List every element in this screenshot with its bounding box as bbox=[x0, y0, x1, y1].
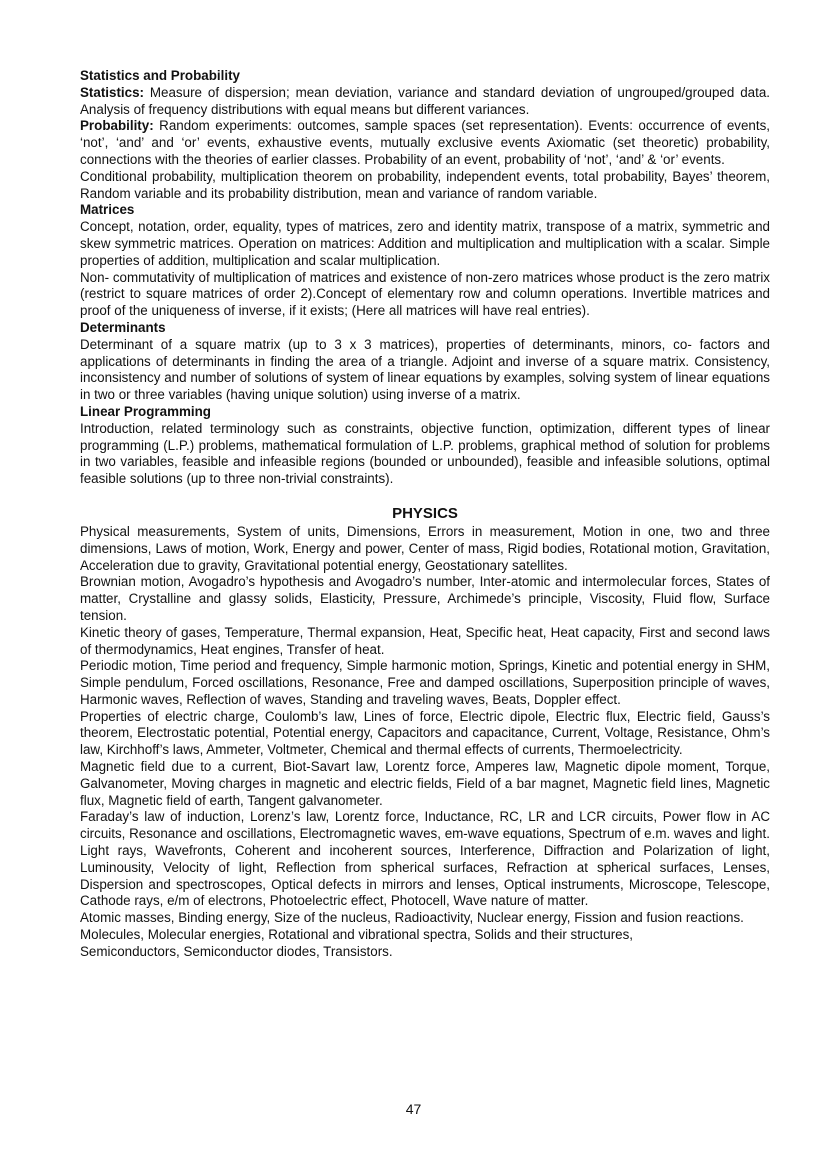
physics-paragraph: Properties of electric charge, Coulomb’s law, Lines of force, Electric dipole, Electric flux, Electric field, Gauss’s theorem, Electrostatic potential, Potential energy, Capacitors and capacitance, Current, Voltage, Resistance, Ohm’s law, Kirchhoff’s laws, Ammeter, Voltmeter, Chemical and thermal effects of currents, Thermoelectricity. bbox=[80, 708, 770, 758]
physics-paragraph: Magnetic field due to a current, Biot-Savart law, Lorentz force, Amperes law, Magnetic dipole moment, Torque, Galvanometer, Moving charges in magnetic and electric fields, Field of a bar magnet, Magnetic field lines, Magnetic flux, Magnetic field of earth, Tangent galvanometer. bbox=[80, 759, 770, 808]
linear-programming-heading: Linear Programming bbox=[80, 403, 211, 419]
matrices-paragraph-1: Concept, notation, order, equality, types of matrices, zero and identity matrix, transpose of a matrix, symmetric and skew symmetric matrices. Operation on matrices: Addition and multiplication and multiplication with a scalar. Simple properties of addition, multiplication and scalar multiplication. bbox=[80, 219, 770, 268]
statistics-label: Statistics: bbox=[80, 84, 144, 100]
document-page bbox=[80, 68, 770, 961]
physics-title: PHYSICS bbox=[392, 504, 458, 522]
matrices-paragraph-2: Non- commutativity of multiplication of matrices and existence of non-zero matrices whose product is the zero matrix (restrict to square matrices of order 2).Concept of elementary row and column operations. Invertible matrices and proof of the uniqueness of inverse, if it exists; (Here all matrices will have real entries). bbox=[80, 269, 770, 319]
statistics-text: Measure of dispersion; mean deviation, variance and standard deviation of ungrouped/grouped data. Analysis of frequency distributions with equal means but different variances. bbox=[80, 84, 770, 117]
determinants-paragraph: Determinant of a square matrix (up to 3 x 3 matrices), properties of determinants, minors, co- factors and applications of determinants in finding the area of a triangle. Adjoint and inverse of a square matrix. Consistency, inconsistency and number of solutions of system of linear equations by examples, solving system of linear equations in two or three variables (having unique solution) using inverse of a matrix. bbox=[80, 336, 770, 403]
physics-paragraph: Light rays, Wavefronts, Coherent and incoherent sources, Interference, Diffraction and Polarization of light, Luminousity, Velocity of light, Reflection from spherical surfaces, Refraction at spherical surfaces, Lenses, Dispersion and spectroscopes, Optical defects in mirrors and lenses, Optical instruments, Microscope, Telescope, Cathode rays, e/m of electrons, Photoelectric effect, Photocell, Wave nature of matter. bbox=[80, 843, 770, 909]
probability-text: Random experiments: outcomes, sample spaces (set representation). Events: occurrence of events, ‘not’, ‘and’ and ‘or’ events, exhaustive events, mutually exclusive events Axiomatic (set theoretic) probability, connections with the theories of earlier classes. Probability of an event, probability of ‘not’, ‘and’ & ‘or’ events. bbox=[80, 118, 770, 167]
physics-paragraph: Atomic masses, Binding energy, Size of the nucleus, Radioactivity, Nuclear energy, Fission and fusion reactions. bbox=[80, 910, 744, 926]
conditional-probability-paragraph: Conditional probability, multiplication theorem on probability, independent events, total probability, Bayes’ theorem, Random variable and its probability distribution, mean and variance of random variable. bbox=[80, 168, 770, 201]
physics-last-line-1: Molecules, Molecular energies, Rotational and vibrational spectra, Solids and their structures, bbox=[80, 927, 634, 943]
statistics-paragraph bbox=[80, 85, 770, 119]
physics-last-line-2: Semiconductors, Semiconductor diodes, Transistors. bbox=[80, 943, 393, 959]
determinants-heading: Determinants bbox=[80, 319, 166, 335]
matrices-heading: Matrices bbox=[80, 202, 135, 218]
probability-paragraph bbox=[80, 118, 770, 168]
physics-paragraph: Physical measurements, System of units, Dimensions, Errors in measurement, Motion in one, two and three dimensions, Laws of motion, Work, Energy and power, Center of mass, Rigid bodies, Rotational motion, Gravitation, Acceleration due to gravity, Gravitational potential energy, Geostationary satellites. bbox=[80, 523, 770, 573]
physics-paragraph: Periodic motion, Time period and frequency, Simple harmonic motion, Springs, Kinetic and potential energy in SHM, Simple pendulum, Forced oscillations, Resonance, Free and damped oscillations, Superposition principle of waves, Harmonic waves, Reflection of waves, Standing and traveling waves, Beats, Doppler effect. bbox=[80, 658, 770, 707]
stats-prob-heading: Statistics and Probability bbox=[80, 68, 240, 83]
physics-paragraph: Brownian motion, Avogadro’s hypothesis and Avogadro’s number, Inter-atomic and intermolecular forces, States of matter, Crystalline and glassy solids, Elasticity, Pressure, Archimede’s principle, Viscosity, Fluid flow, Surface tension. bbox=[80, 574, 770, 623]
physics-last-paragraph bbox=[80, 927, 770, 961]
page-number: 47 bbox=[405, 1101, 422, 1117]
physics-paragraph: Faraday’s law of induction, Lorenz’s law, Lorentz force, Inductance, RC, LR and LCR circuits, Power flow in AC circuits, Resonance and oscillations, Electromagnetic waves, em-wave equations, Spectrum of e.m. waves and light. bbox=[80, 809, 770, 842]
physics-paragraph: Kinetic theory of gases, Temperature, Thermal expansion, Heat, Specific heat, Heat capacity, First and second laws of thermodynamics, Heat engines, Transfer of heat. bbox=[80, 624, 770, 657]
probability-label: Probability: bbox=[80, 118, 154, 134]
linear-programming-paragraph: Introduction, related terminology such as constraints, objective function, optimization, different types of linear programming (L.P.) problems, mathematical formulation of L.P. problems, graphical method of solution for problems in two variables, feasible and infeasible regions (bounded or unbounded), feasible and infeasible solutions, optimal feasible solutions (up to three non-trivial constraints). bbox=[80, 420, 770, 487]
